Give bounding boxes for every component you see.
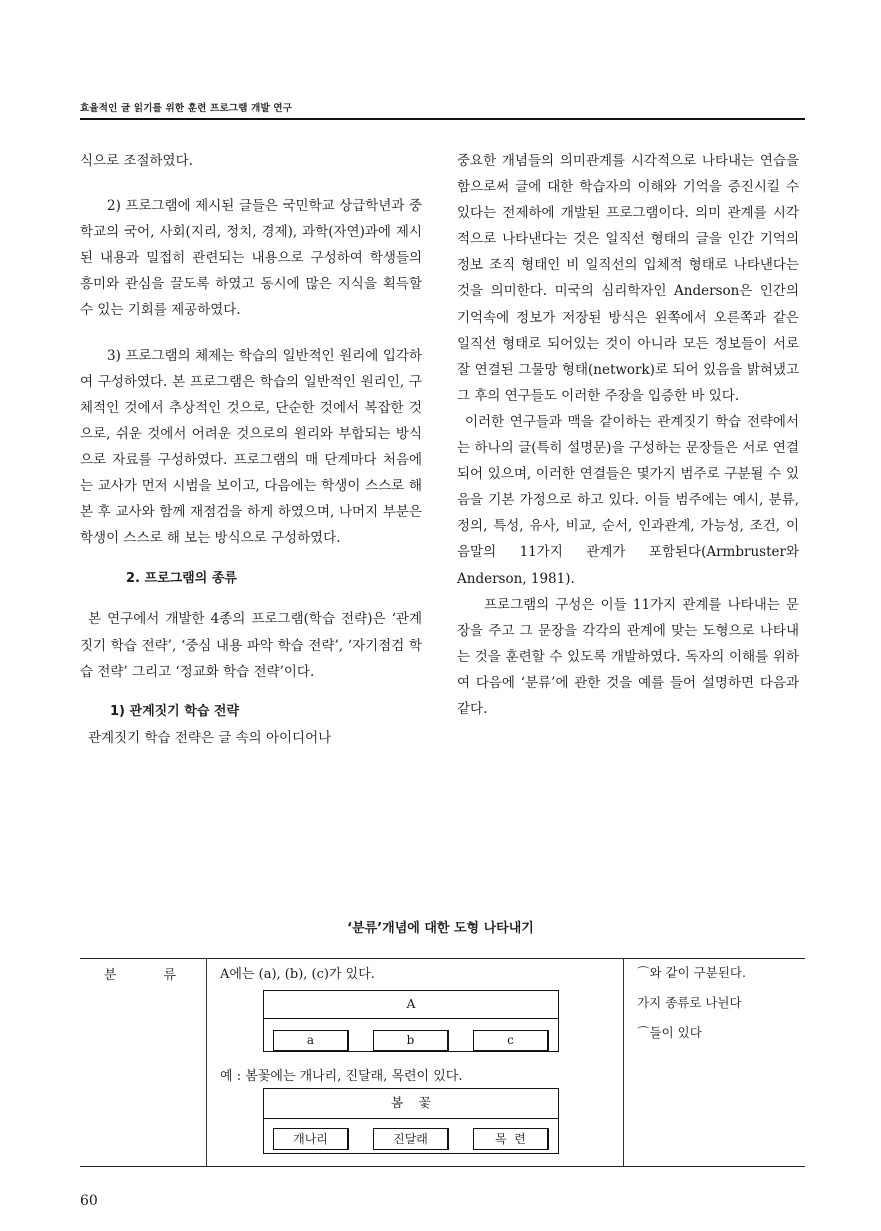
figure-note-3: ⌒들이 있다	[637, 1025, 702, 1040]
left-paragraph-2: 2) 프로그램에 제시된 글들은 국민학교 상급학년과 중학교의 국어, 사회(지리, 정치, 경제), 과학(자연)과에 제시된 내용과 밀접히 관련되는 내용으로 구성하여 학생들의 흥미와 관심을 끌도록 하였고 동시에 많은 지식을 획득할 수 있는 기회를 제공하였다.	[80, 198, 422, 319]
figure-caption: ‘분류’개념에 대한 도형 나타내기	[347, 921, 534, 936]
diagram-item-a: a	[273, 1030, 349, 1051]
left-column	[80, 148, 422, 751]
page-number: 60	[80, 1193, 98, 1209]
diagram-item-b: b	[373, 1030, 449, 1051]
right-column	[457, 148, 799, 722]
running-header: 효율적인 글 읽기를 위한 훈련 프로그램 개발 연구	[80, 103, 293, 114]
section-heading: 2. 프로그램의 종류	[126, 571, 237, 587]
figure-divider-left	[206, 958, 207, 1166]
figure-rule-sentence: A에는 (a), (b), (c)가 있다.	[220, 967, 375, 982]
diagram-box-title: A	[406, 996, 416, 1011]
figure-divider-right	[623, 958, 624, 1166]
example-item-1: 개나리	[273, 1128, 349, 1150]
right-paragraph-1: 중요한 개념들의 의미관계를 시각적으로 나타내는 연습을 함으로써 글에 대한 학습자의 이해와 기억을 증진시킬 수 있다는 전제하에 개발된 프로그램이다. 의미 관계를 시각적으로 나타낸다는 것은 일직선 형태의 글을 인간 기억의 정보 조직 형태인 비 일직선의 입체적 형태로 나타낸다는 것을 의미한다. 미국의 심리학자인 Anderson은 인간의 기억속에 정보가 저장된 방식은 왼쪽에서 오른쪽과 같은 일직선 형태로 되어있는 것이 아니라 모든 정보들이 서로 잘 연결된 그물망 형태(network)로 되어 있음을 밝혀냈고 그 후의 연구들도 이러한 주장을 입증한 바 있다.	[457, 153, 799, 404]
example-item-2: 진달래	[373, 1128, 449, 1150]
category-char-1: 분	[104, 968, 117, 983]
header-rule	[80, 118, 805, 120]
example-box-divider	[263, 1118, 559, 1119]
diagram-item-c: c	[473, 1030, 549, 1051]
diagram-box-divider	[263, 1018, 559, 1019]
figure-category-label	[104, 964, 176, 983]
left-paragraph-3: 3) 프로그램의 체제는 학습의 일반적인 원리에 입각하여 구성하였다. 본 프로그램은 학습의 일반적인 원리인, 구체적인 것에서 추상적인 것으로, 단순한 것에서 복잡한 것으로, 쉬운 것에서 어려운 것으로의 원리와 부합되는 방식으로 자료를 구성하였다. 프로그램의 매 단계마다 처음에는 교사가 먼저 시범을 보이고, 다음에는 학생이 스스로 해본 후 교사와 함께 재점검을 하게 하였으며, 나머지 부분은 학생이 스스로 해 보는 방식으로 구성하였다.	[80, 347, 422, 547]
left-paragraph-4: 본 연구에서 개발한 4종의 프로그램(학습 전략)은 ‘관계짓기 학습 전략’, ‘중심 내용 파악 학습 전략’, ‘자기점검 학습 전략’ 그리고 ‘정교화 학습 전략’이다.	[80, 611, 422, 680]
category-char-2: 류	[163, 968, 176, 983]
right-paragraph-3: 프로그램의 구성은 이들 11가지 관계를 나타내는 문장을 주고 그 문장을 각각의 관계에 맞는 도형으로 나타내는 것을 훈련할 수 있도록 개발하였다. 독자의 이해를 위하여 다음에 ‘분류’에 관한 것을 예를 들어 설명하면 다음과 같다.	[457, 596, 799, 717]
figure-example-sentence: 예 : 봄꽃에는 개나리, 진달래, 목련이 있다.	[220, 1069, 463, 1084]
subsection-heading: 1) 관계짓기 학습 전략	[110, 703, 240, 719]
figure-note-1: ⌒와 같이 구분된다.	[637, 965, 746, 980]
figure-bottom-rule	[80, 1166, 805, 1167]
right-paragraph-2: 이러한 연구들과 맥을 같이하는 관계짓기 학습 전략에서는 하나의 글(특히 설명문)을 구성하는 문장들은 서로 연결되어 있으며, 이러한 연결들은 몇가지 범주로 구분될 수 있음을 기본 가정으로 하고 있다. 이들 범주에는 예시, 분류, 정의, 특성, 유사, 비교, 순서, 인과관계, 가능성, 조건, 이음말의 11가지 관계가 포함된다(Armbruster와 Anderson, 1981).	[457, 413, 799, 587]
left-paragraph-5: 관계짓기 학습 전략은 글 속의 아이디어나	[88, 729, 332, 746]
example-item-3: 목 련	[473, 1128, 549, 1150]
figure-top-rule	[80, 958, 805, 959]
example-box-title: 봄 꽃	[390, 1095, 432, 1110]
figure-note-2: 가지 종류로 나뉜다	[637, 995, 742, 1010]
left-paragraph-1: 식으로 조절하였다.	[80, 153, 193, 169]
